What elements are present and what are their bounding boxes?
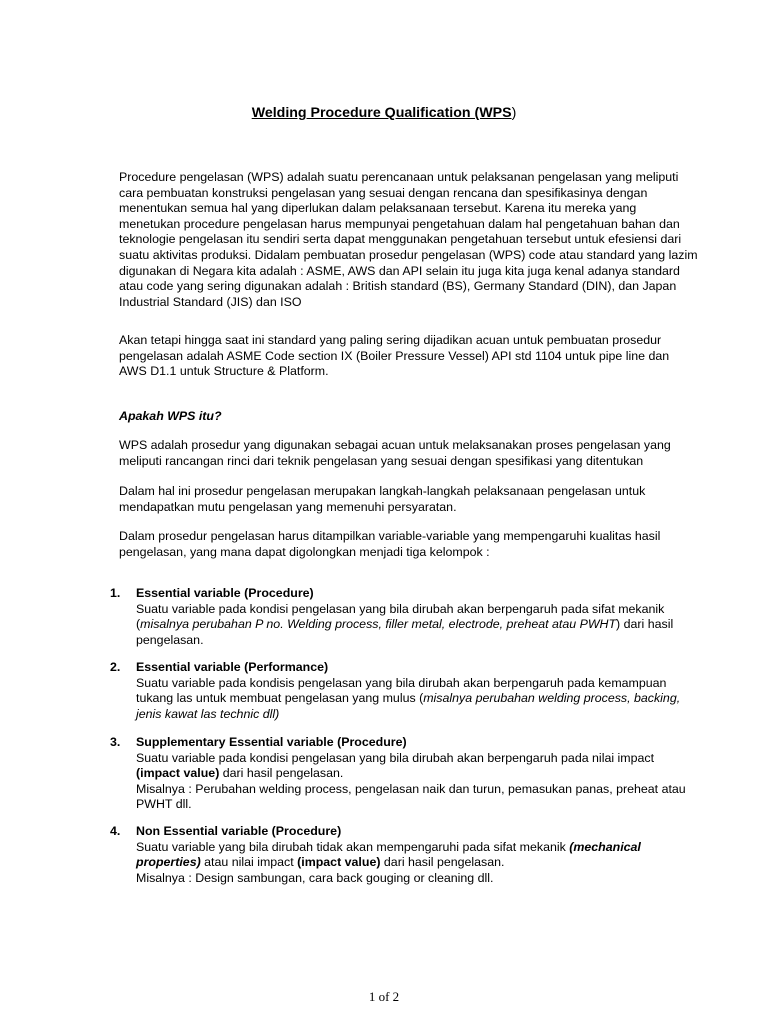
page-title-closing: ) [511,105,517,121]
list-item-text-bold: (impact value) [297,855,381,870]
section-heading-apakah: Apakah WPS itu? [119,409,222,423]
list-item-body [136,735,701,813]
list-item-text-italic: misalnya perubahan P no. Welding process, filler metal, electrode, preheat atau PWHT [140,617,617,632]
list-item-example: Misalnya : Perubahan welding process, pengelasan naik dan turun, pemasukan panas, preheat atau PWHT dll. [136,781,686,812]
list-item-text-part: Suatu variable yang bila dirubah tidak akan mempengaruhi pada sifat mekanik [136,839,570,854]
list-item-number: 4. [110,824,121,838]
list-item-text-bold: (impact value) [136,766,220,781]
paragraph-intro: Procedure pengelasan (WPS) adalah suatu perencanaan untuk pelaksanan pengelasan yang meliputi cara pembuatan konstruksi pengelasan yang sesuai dengan rencana dan spesifikasinya dengan menentukan semua hal yang diperlukan dalam pelaksanaan tersebut. Karena itu mereka yang menetukan procedure pengelasan harus mempunyai pengetahuan dalam hal pengetahuan bahan dan teknologie pengelasan itu sendiri serta dapat menggunakan pengetahuan tersebut untuk efesiensi dari suatu aktivitas produksi. Didalam pembuatan prosedur pengelasan (WPS) code atau standard yang lazim digunakan di Negara kita adalah : ASME, AWS dan API selain itu juga kita juga kenal adanya standard atau code yang sering digunakan adalah : British standard (BS), Germany Standard (DIN), dan Japan Industrial Standard (JIS) dan ISO [119,170,698,309]
list-item-text-part: Suatu variable pada kondisi pengelasan yang bila dirubah akan berpengaruh pada nilai impact [136,750,655,765]
list-item-heading: Supplementary Essential variable (Procedure) [136,735,407,749]
list-item-text-part: Suatu variable pada kondisis pengelasan yang bila dirubah akan berpengaruh pada kemampuan tukang las untuk membuat pengelasan yang mulus ( [136,675,667,706]
list-item-number: 3. [110,735,121,749]
list-item-text-part: dari hasil pengelasan. [380,855,505,870]
list-item-text [136,751,701,782]
list-item-example: Misalnya : Design sambungan, cara back gouging or cleaning dll. [136,870,494,885]
list-item-heading: Non Essential variable (Procedure) [136,824,342,838]
page-title-underlined: Welding Procedure Qualification (WPS [251,105,512,121]
list-item-number: 2. [110,660,121,674]
paragraph-variables: Dalam prosedur pengelasan harus ditampilkan variable-variable yang mempengaruhi kualitas hasil pengelasan, yang mana dapat digolongkan menjadi tiga kelompok : [119,529,661,559]
list-item-text-part: atau nilai impact [200,855,298,870]
list-item-text [136,676,701,723]
page-number: 1 of 2 [368,989,400,1004]
list-item-heading: Essential variable (Procedure) [136,586,314,600]
list-item-body [136,586,701,648]
list-item-text-part: dari hasil pengelasan. [219,766,344,781]
list-item-text [136,602,701,649]
paragraph-steps: Dalam hal ini prosedur pengelasan merupakan langkah-langkah pelaksanaan pengelasan untuk mendapatkan mutu pengelasan yang memenuhi persyaratan. [119,484,646,514]
paragraph-standards: Akan tetapi hingga saat ini standard yang paling sering dijadikan acuan untuk pembuatan prosedur pengelasan adalah ASME Code section IX (Boiler Pressure Vessel) API std 1104 untuk pipe line dan AWS D1.1 untuk Structure & Platform. [119,333,670,379]
list-item-heading: Essential variable (Performance) [136,660,329,674]
list-item-number: 1. [110,586,121,600]
paragraph-definition: WPS adalah prosedur yang digunakan sebagai acuan untuk melaksanakan proses pengelasan yang meliputi rancangan rinci dari teknik pengelasan yang sesuai dengan spesifikasi yang ditentukan [119,438,671,468]
list-item-text-italic: misalnya perubahan welding process, backing, jenis kawat las technic dll) [136,691,681,721]
list-item-text-part: ) dari hasil pengelasan. [136,617,674,647]
page-title [0,106,768,122]
list-item-text [136,840,701,871]
list-item-text-part: Suatu variable pada kondisi pengelasan yang bila dirubah akan berpengaruh pada sifat mekanik ( [136,601,665,632]
list-item-body [136,824,701,886]
list-item-body [136,660,701,722]
list-item-text-bold-italic: (mechanical properties) [136,839,641,870]
